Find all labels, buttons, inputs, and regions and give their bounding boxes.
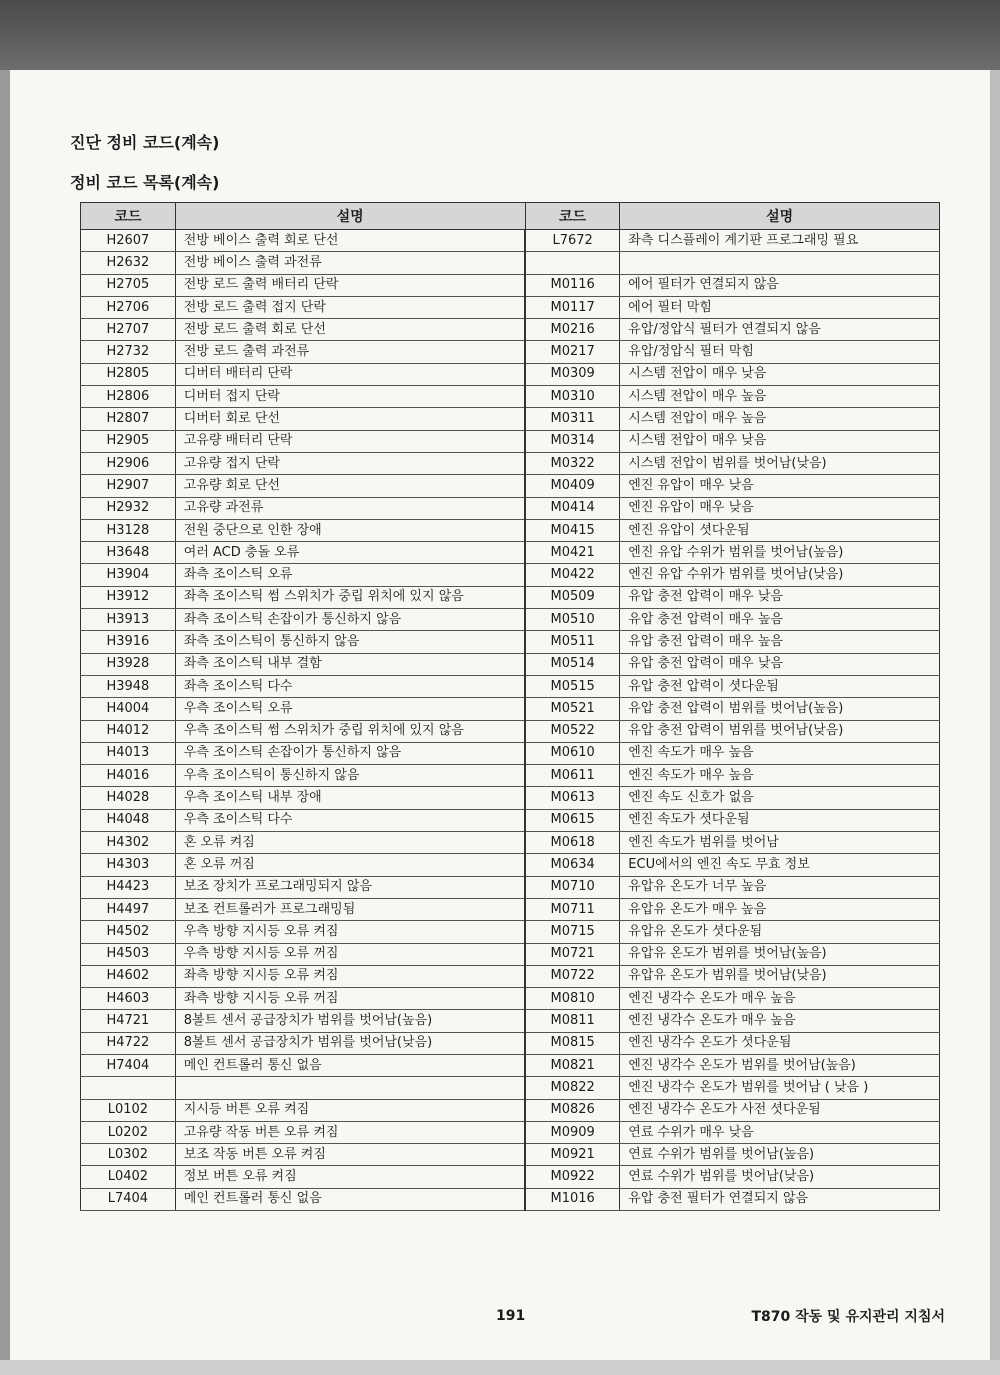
description-cell: 고유량 배터리 단락 (175, 430, 525, 452)
description-cell: 연료 수위가 매우 낮음 (620, 1121, 940, 1143)
description-cell: 유압 충전 압력이 매우 낮음 (620, 586, 940, 608)
code-cell: H4303 (81, 854, 176, 876)
code-cell: M0822 (525, 1077, 620, 1099)
description-cell: 엔진 냉각수 온도가 매우 높음 (620, 988, 940, 1010)
table-row (81, 876, 940, 898)
scan-top-edge (0, 0, 1000, 70)
description-cell: 시스템 전압이 매우 높음 (620, 408, 940, 430)
description-cell: 혼 오류 켜짐 (175, 832, 525, 854)
code-cell: M0611 (525, 765, 620, 787)
code-cell: M0811 (525, 1010, 620, 1032)
manual-title: T870 작동 및 유지관리 지침서 (751, 1309, 945, 1325)
code-cell: M0722 (525, 965, 620, 987)
code-cell: H2807 (81, 408, 176, 430)
table-row (81, 319, 940, 341)
description-cell: 정보 버튼 오류 켜짐 (175, 1166, 525, 1188)
code-cell (81, 1077, 176, 1099)
description-cell: 우측 조이스틱 다수 (175, 809, 525, 831)
service-code-table (80, 202, 940, 1211)
table-row (81, 1010, 940, 1032)
description-cell (620, 252, 940, 274)
description-cell: 엔진 속도가 매우 높음 (620, 765, 940, 787)
description-cell: 우측 방향 지시등 오류 켜짐 (175, 921, 525, 943)
code-cell: H3904 (81, 564, 176, 586)
description-cell: 엔진 냉각수 온도가 범위를 벗어남 ( 낮음 ) (620, 1077, 940, 1099)
table-row (81, 386, 940, 408)
description-cell: 엔진 유압이 매우 낮음 (620, 475, 940, 497)
code-cell: M0414 (525, 497, 620, 519)
description-cell: 전방 베이스 출력 과전류 (175, 252, 525, 274)
table-row (81, 631, 940, 653)
description-cell: 유압유 온도가 범위를 벗어남(낮음) (620, 965, 940, 987)
code-cell: H2905 (81, 430, 176, 452)
table-body (81, 230, 940, 1211)
code-cell: M0710 (525, 876, 620, 898)
table-row (81, 698, 940, 720)
table-row (81, 765, 940, 787)
code-cell: H2906 (81, 452, 176, 474)
description-cell: 전방 로드 출력 회로 단선 (175, 319, 525, 341)
description-cell: 좌측 조이스틱 오류 (175, 564, 525, 586)
table-row (81, 586, 940, 608)
description-cell: 전방 로드 출력 배터리 단락 (175, 274, 525, 296)
code-cell: H4302 (81, 832, 176, 854)
code-cell: H3128 (81, 519, 176, 541)
code-cell: M0610 (525, 742, 620, 764)
description-cell: 엔진 속도가 매우 높음 (620, 742, 940, 764)
table-row (81, 230, 940, 252)
header-desc-left: 설명 (175, 203, 525, 230)
code-cell: M0909 (525, 1121, 620, 1143)
description-cell: 유압유 온도가 셧다운됨 (620, 921, 940, 943)
table-row (81, 854, 940, 876)
table-row (81, 675, 940, 697)
code-cell: L7672 (525, 230, 620, 252)
description-cell: 유압유 온도가 매우 높음 (620, 898, 940, 920)
code-cell: M0116 (525, 274, 620, 296)
code-cell: M0311 (525, 408, 620, 430)
description-cell: 좌측 조이스틱 내부 결함 (175, 653, 525, 675)
description-cell: 유압 충전 압력이 매우 낮음 (620, 653, 940, 675)
header-desc-right: 설명 (620, 203, 940, 230)
description-cell: 연료 수위가 범위를 벗어남(높음) (620, 1144, 940, 1166)
code-cell: H3948 (81, 675, 176, 697)
description-cell: 유압 충전 압력이 셧다운됨 (620, 675, 940, 697)
code-cell: H3912 (81, 586, 176, 608)
code-cell: M0117 (525, 296, 620, 318)
description-cell: 메인 컨트롤러 통신 없음 (175, 1188, 525, 1210)
description-cell: 디버터 회로 단선 (175, 408, 525, 430)
table-row (81, 965, 940, 987)
code-cell: H2932 (81, 497, 176, 519)
description-cell: 에어 필터가 연결되지 않음 (620, 274, 940, 296)
description-cell: 유압/정압식 필터 막힘 (620, 341, 940, 363)
table-row (81, 832, 940, 854)
code-cell: M0511 (525, 631, 620, 653)
code-cell: M1016 (525, 1188, 620, 1210)
code-cell: M0810 (525, 988, 620, 1010)
code-cell: H4013 (81, 742, 176, 764)
table-row (81, 1032, 940, 1054)
table-row (81, 542, 940, 564)
code-cell: H2707 (81, 319, 176, 341)
description-cell: 엔진 냉각수 온도가 범위를 벗어남(높음) (620, 1054, 940, 1076)
description-cell: 지시등 버튼 오류 켜짐 (175, 1099, 525, 1121)
code-cell: M0826 (525, 1099, 620, 1121)
code-cell: M0721 (525, 943, 620, 965)
code-cell: M0309 (525, 363, 620, 385)
scan-right-edge (990, 70, 1000, 1375)
code-cell: L0102 (81, 1099, 176, 1121)
description-cell: 엔진 유압이 매우 낮음 (620, 497, 940, 519)
code-cell: M0514 (525, 653, 620, 675)
code-cell: M0821 (525, 1054, 620, 1076)
description-cell: ECU에서의 엔진 속도 무효 정보 (620, 854, 940, 876)
code-cell: M0415 (525, 519, 620, 541)
description-cell: 시스템 전압이 매우 높음 (620, 386, 940, 408)
description-cell: 디버터 배터리 단락 (175, 363, 525, 385)
code-cell: M0314 (525, 430, 620, 452)
table-row (81, 296, 940, 318)
description-cell: 좌측 조이스틱 썸 스위치가 중립 위치에 있지 않음 (175, 586, 525, 608)
code-cell: M0522 (525, 720, 620, 742)
table-row (81, 452, 940, 474)
code-cell: H4722 (81, 1032, 176, 1054)
page-heading: 진단 정비 코드(계속) (70, 133, 220, 152)
code-cell: L7404 (81, 1188, 176, 1210)
table-row (81, 1166, 940, 1188)
code-cell: H4497 (81, 898, 176, 920)
description-cell: 좌측 조이스틱 다수 (175, 675, 525, 697)
description-cell: 전방 로드 출력 접지 단락 (175, 296, 525, 318)
table-row (81, 809, 940, 831)
description-cell: 유압유 온도가 범위를 벗어남(높음) (620, 943, 940, 965)
code-cell: M0711 (525, 898, 620, 920)
code-cell: H2805 (81, 363, 176, 385)
code-cell: M0515 (525, 675, 620, 697)
description-cell: 전원 중단으로 인한 장애 (175, 519, 525, 541)
table-row (81, 430, 940, 452)
table-row (81, 564, 940, 586)
code-cell: M0634 (525, 854, 620, 876)
code-cell: H4048 (81, 809, 176, 831)
description-cell: 우측 조이스틱 썸 스위치가 중립 위치에 있지 않음 (175, 720, 525, 742)
code-cell (525, 252, 620, 274)
description-cell: 우측 조이스틱 내부 장애 (175, 787, 525, 809)
code-cell: M0921 (525, 1144, 620, 1166)
description-cell: 연료 수위가 범위를 벗어남(낮음) (620, 1166, 940, 1188)
code-cell: M0521 (525, 698, 620, 720)
description-cell: 시스템 전압이 범위를 벗어남(낮음) (620, 452, 940, 474)
table-row (81, 787, 940, 809)
scan-left-edge (0, 70, 10, 1375)
code-cell: L0302 (81, 1144, 176, 1166)
table-row (81, 1144, 940, 1166)
description-cell: 전방 로드 출력 과전류 (175, 341, 525, 363)
description-cell: 유압유 온도가 너무 높음 (620, 876, 940, 898)
description-cell: 우측 조이스틱 손잡이가 통신하지 않음 (175, 742, 525, 764)
code-cell: H4004 (81, 698, 176, 720)
description-cell: 엔진 속도 신호가 없음 (620, 787, 940, 809)
code-cell: M0322 (525, 452, 620, 474)
description-cell: 엔진 냉각수 온도가 사전 셧다운됨 (620, 1099, 940, 1121)
code-cell: H7404 (81, 1054, 176, 1076)
description-cell: 여러 ACD 충돌 오류 (175, 542, 525, 564)
code-cell: H2907 (81, 475, 176, 497)
description-cell: 고유량 접지 단락 (175, 452, 525, 474)
table-row (81, 988, 940, 1010)
table-row (81, 475, 940, 497)
table-row (81, 274, 940, 296)
table-row (81, 1054, 940, 1076)
description-cell: 혼 오류 꺼짐 (175, 854, 525, 876)
description-cell (175, 1077, 525, 1099)
description-cell: 엔진 유압 수위가 범위를 벗어남(낮음) (620, 564, 940, 586)
code-cell: M0815 (525, 1032, 620, 1054)
code-cell: H4721 (81, 1010, 176, 1032)
description-cell: 전방 베이스 출력 회로 단선 (175, 230, 525, 252)
code-cell: M0509 (525, 586, 620, 608)
description-cell: 좌측 방향 지시등 오류 꺼짐 (175, 988, 525, 1010)
description-cell: 보조 작동 버튼 오류 켜짐 (175, 1144, 525, 1166)
table-row (81, 742, 940, 764)
code-cell: H4503 (81, 943, 176, 965)
description-cell: 보조 장치가 프로그래밍되지 않음 (175, 876, 525, 898)
header-code-right: 코드 (525, 203, 620, 230)
table-row (81, 1099, 940, 1121)
table-row (81, 653, 940, 675)
code-cell: L0402 (81, 1166, 176, 1188)
code-cell: M0715 (525, 921, 620, 943)
description-cell: 보조 컨트롤러가 프로그래밍됨 (175, 898, 525, 920)
description-cell: 고유량 과전류 (175, 497, 525, 519)
table-row (81, 341, 940, 363)
code-cell: H2705 (81, 274, 176, 296)
code-cell: H2732 (81, 341, 176, 363)
code-cell: M0216 (525, 319, 620, 341)
table-row (81, 1121, 940, 1143)
description-cell: 엔진 유압이 셧다운됨 (620, 519, 940, 541)
table-row (81, 519, 940, 541)
table-row (81, 609, 940, 631)
description-cell: 메인 컨트롤러 통신 없음 (175, 1054, 525, 1076)
code-cell: M0310 (525, 386, 620, 408)
table-row (81, 1188, 940, 1210)
code-cell: H2632 (81, 252, 176, 274)
page-number: 191 (496, 1308, 526, 1324)
table-row (81, 898, 940, 920)
description-cell: 엔진 냉각수 온도가 매우 높음 (620, 1010, 940, 1032)
table-row (81, 363, 940, 385)
code-cell: M0618 (525, 832, 620, 854)
description-cell: 좌측 방향 지시등 오류 켜짐 (175, 965, 525, 987)
code-cell: M0922 (525, 1166, 620, 1188)
description-cell: 우측 방향 지시등 오류 꺼짐 (175, 943, 525, 965)
header-code-left: 코드 (81, 203, 176, 230)
table-header-row (81, 203, 940, 230)
table-row (81, 921, 940, 943)
code-cell: H4502 (81, 921, 176, 943)
code-cell: H4602 (81, 965, 176, 987)
description-cell: 유압 충전 필터가 연결되지 않음 (620, 1188, 940, 1210)
section-heading: 정비 코드 목록(계속) (70, 173, 220, 192)
description-cell: 엔진 속도가 범위를 벗어남 (620, 832, 940, 854)
code-cell: M0409 (525, 475, 620, 497)
description-cell: 유압 충전 압력이 매우 높음 (620, 609, 940, 631)
code-cell: M0422 (525, 564, 620, 586)
description-cell: 디버터 접지 단락 (175, 386, 525, 408)
code-cell: M0217 (525, 341, 620, 363)
table-row (81, 1077, 940, 1099)
code-cell: H3928 (81, 653, 176, 675)
code-cell: M0510 (525, 609, 620, 631)
table-row (81, 408, 940, 430)
description-cell: 에어 필터 막힘 (620, 296, 940, 318)
code-cell: M0615 (525, 809, 620, 831)
description-cell: 엔진 속도가 셧다운됨 (620, 809, 940, 831)
description-cell: 고유량 회로 단선 (175, 475, 525, 497)
table-row (81, 252, 940, 274)
code-cell: L0202 (81, 1121, 176, 1143)
code-cell: H3913 (81, 609, 176, 631)
code-cell: H3916 (81, 631, 176, 653)
code-cell: M0613 (525, 787, 620, 809)
code-cell: H2806 (81, 386, 176, 408)
description-cell: 고유량 작동 버튼 오류 켜짐 (175, 1121, 525, 1143)
code-cell: H4028 (81, 787, 176, 809)
description-cell: 시스템 전압이 매우 낮음 (620, 430, 940, 452)
code-cell: H2607 (81, 230, 176, 252)
code-cell: H3648 (81, 542, 176, 564)
code-cell: H4423 (81, 876, 176, 898)
description-cell: 유압 충전 압력이 매우 높음 (620, 631, 940, 653)
code-cell: H4603 (81, 988, 176, 1010)
description-cell: 8볼트 센서 공급장치가 범위를 벗어남(높음) (175, 1010, 525, 1032)
code-cell: H4012 (81, 720, 176, 742)
description-cell: 우측 조이스틱 오류 (175, 698, 525, 720)
description-cell: 8볼트 센서 공급장치가 범위를 벗어남(낮음) (175, 1032, 525, 1054)
description-cell: 엔진 냉각수 온도가 셧다운됨 (620, 1032, 940, 1054)
description-cell: 엔진 유압 수위가 범위를 벗어남(높음) (620, 542, 940, 564)
description-cell: 유압 충전 압력이 범위를 벗어남(낮음) (620, 720, 940, 742)
scan-bottom-edge (0, 1360, 1000, 1375)
code-cell: M0421 (525, 542, 620, 564)
description-cell: 좌측 조이스틱이 통신하지 않음 (175, 631, 525, 653)
description-cell: 유압 충전 압력이 범위를 벗어남(높음) (620, 698, 940, 720)
table-row (81, 497, 940, 519)
code-cell: H4016 (81, 765, 176, 787)
document-page (10, 70, 990, 1360)
description-cell: 우측 조이스틱이 통신하지 않음 (175, 765, 525, 787)
description-cell: 시스템 전압이 매우 낮음 (620, 363, 940, 385)
table-row (81, 720, 940, 742)
description-cell: 좌측 디스플레이 계기판 프로그래밍 필요 (620, 230, 940, 252)
code-cell: H2706 (81, 296, 176, 318)
description-cell: 유압/정압식 필터가 연결되지 않음 (620, 319, 940, 341)
table-row (81, 943, 940, 965)
description-cell: 좌측 조이스틱 손잡이가 통신하지 않음 (175, 609, 525, 631)
